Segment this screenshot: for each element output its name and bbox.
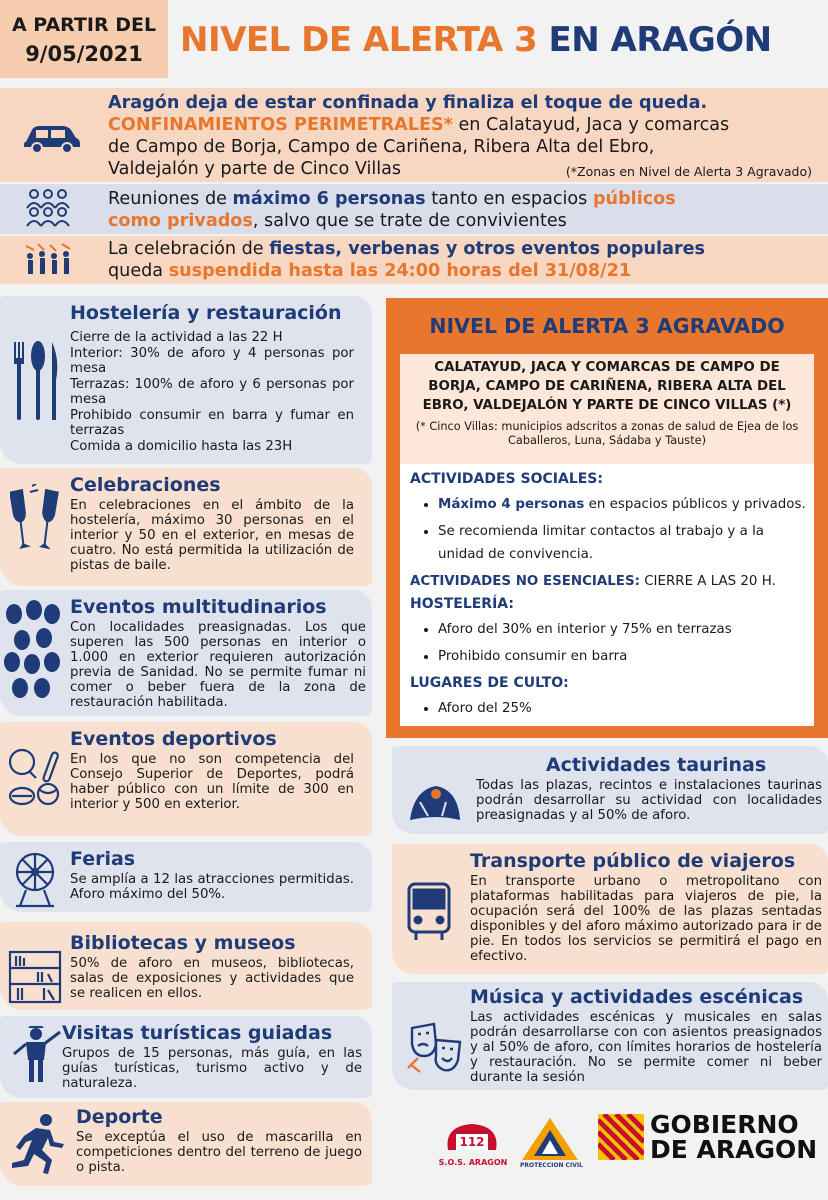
confinamiento-line1: Aragón deja de estar confinada y finaliza el toque de queda. xyxy=(108,93,708,113)
reuniones-p3: , salvo que se trate de convivientes xyxy=(252,211,567,231)
section-visitas-body: Grupos de 15 personas, más guía, en las guías turísticas, turismo activo y de naturaleza. xyxy=(62,1046,362,1091)
cutlery-icon xyxy=(12,340,62,424)
theater-masks-icon xyxy=(406,1018,466,1076)
confinamiento-line3: de Campo de Borja, Campo de Cariñena, Ribera Alta del Ebro, xyxy=(108,137,655,157)
hosteleria-line3: Terrazas: 100% de aforo y 6 personas por mesa xyxy=(70,376,354,407)
reuniones-p1: Reuniones de xyxy=(108,189,233,209)
section-eventos-multitudinarios-body: Con localidades preasignadas. Los que superen las 500 personas en interior o 1.000 en exterior requieren autorización previa de Sanidad. No se permite fumar ni comer o beber fuera de la zona de restauración habilitada. xyxy=(70,620,366,710)
section-hosteleria-title: Hostelería y restauración xyxy=(70,302,342,324)
pc-label: PROTECCION CIVIL xyxy=(520,1162,583,1169)
tour-guide-icon xyxy=(8,1024,64,1086)
date-box xyxy=(0,0,168,78)
section-eventos-deportivos xyxy=(70,728,354,812)
section-eventos-multitudinarios-title: Eventos multitudinarios xyxy=(70,596,327,618)
section-taurinas xyxy=(476,754,822,823)
confinamiento-line4: Valdejalón y parte de Cinco Villas xyxy=(108,159,402,179)
section-bibliotecas-title: Bibliotecas y museos xyxy=(70,932,296,954)
culto-item-1: • Aforo del 25% xyxy=(438,697,810,720)
section-celebraciones-body: En celebraciones en el ámbito de la hostelería, máximo 30 personas en el interior y 50 en el exterior, en mesas de cuatro. No está permitida la utilización de pistas de baile. xyxy=(70,498,354,573)
section-eventos-multitudinarios xyxy=(70,596,366,710)
date-line2: 9/05/2021 xyxy=(25,42,143,66)
reuniones-line1 xyxy=(108,188,824,210)
page-title-part2: EN ARAGÓN xyxy=(548,20,772,60)
section-bibliotecas-body: 50% de aforo en museos, bibliotecas, salas de exposiciones y actividades que se realicen en ellos. xyxy=(70,956,354,1001)
sos-aragon-logo xyxy=(438,1118,508,1170)
page-title xyxy=(180,20,820,60)
section-deporte-body: Se exceptúa el uso de mascarilla en competiciones dentro del terreno de juego o pista. xyxy=(76,1130,362,1175)
section-ferias-title: Ferias xyxy=(70,848,136,870)
section-transporte-body: En transporte urbano o metropolitano con plataformas habilitadas para viajeros de pie, la ocupación será del 100% de las plazas sentadas disponibles y del aforo máximo autorizado para ir de pie. En todos los servicios se permitirá el pago en efectivo. xyxy=(470,874,822,964)
fiestas-text xyxy=(108,238,824,282)
bullfighter-hat-icon xyxy=(406,780,464,826)
reuniones-p2: tanto en espacios xyxy=(425,189,593,209)
perimetral-label: CONFINAMIENTOS PERIMETRALES* xyxy=(108,115,453,135)
fiestas-line2 xyxy=(108,260,824,282)
section-transporte xyxy=(470,850,822,964)
runner-icon xyxy=(8,1112,70,1178)
sociales-item-1-rest: en espacios públicos y privados. xyxy=(584,497,806,512)
confinamiento-line2 xyxy=(108,114,824,136)
gob-line1: GOBIERNO xyxy=(650,1110,799,1139)
hosteleria-line4: Prohibido consumir en barra y fumar en terrazas xyxy=(70,407,354,438)
agravado-details xyxy=(410,464,810,724)
gobierno-aragon-logo-text xyxy=(650,1112,817,1162)
perimetral-rest: en Calatayud, Jaca y comarcas xyxy=(452,115,730,135)
agravado-title: NIVEL DE ALERTA 3 AGRAVADO xyxy=(429,314,785,338)
hosteleria-item-2: • Prohibido consumir en barra xyxy=(438,645,810,668)
reuniones-max: máximo 6 personas xyxy=(232,189,426,209)
hosteleria-line5: Comida a domicilio hasta las 23H xyxy=(70,438,293,454)
page-title-part1: NIVEL DE ALERTA 3 xyxy=(180,20,538,60)
hosteleria-line1: Cierre de la actividad a las 22 H xyxy=(70,330,283,345)
crowd-icon xyxy=(4,600,62,700)
fiestas-suspended: suspendida hasta las 24:00 horas del 31/08/21 xyxy=(168,261,632,281)
reuniones-text xyxy=(108,188,824,232)
agravado-zones: CALATAYUD, JACA Y COMARCAS DE CAMPO DE BORJA, CAMPO DE CARIÑENA, RIBERA ALTA DEL EBRO, VALDEJALÓN Y PARTE DE CINCO VILLAS (*) xyxy=(422,360,792,413)
noesenciales-text: CIERRE A LAS 20 H. xyxy=(639,574,776,589)
sociales-item-2: • Se recomienda limitar contactos al trabajo y a la unidad de convivencia. xyxy=(438,520,810,566)
section-musica-title: Música y actividades escénicas xyxy=(470,986,804,1008)
culto-list xyxy=(410,697,810,720)
section-ferias xyxy=(70,848,354,902)
culto-heading: LUGARES DE CULTO: xyxy=(410,675,569,691)
hosteleria-heading: HOSTELERÍA: xyxy=(410,596,514,612)
section-deporte xyxy=(76,1106,362,1175)
people-group-icon xyxy=(24,188,72,230)
agravado-box xyxy=(386,298,828,738)
car-icon xyxy=(22,120,82,154)
sociales-heading: ACTIVIDADES SOCIALES: xyxy=(410,471,603,487)
celebration-crowd-icon xyxy=(22,242,76,278)
confinamiento-line4-wrap xyxy=(108,158,824,180)
section-visitas xyxy=(62,1022,362,1091)
section-transporte-title: Transporte público de viajeros xyxy=(470,850,796,872)
champagne-glasses-icon xyxy=(10,484,60,556)
section-hosteleria xyxy=(70,302,354,454)
section-visitas-title: Visitas turísticas guiadas xyxy=(62,1022,333,1044)
date-line1: A PARTIR DEL xyxy=(11,14,157,36)
section-celebraciones-title: Celebraciones xyxy=(70,474,221,496)
section-celebraciones xyxy=(70,474,354,573)
noesenciales-heading: ACTIVIDADES NO ESENCIALES: xyxy=(410,574,640,589)
sports-balls-icon xyxy=(6,746,64,808)
bus-icon xyxy=(404,880,454,942)
section-eventos-deportivos-body: En los que no son competencia del Consejo Superior de Deportes, podrá haber público con un límite de 300 en interior y 500 en exterior. xyxy=(70,752,354,812)
hosteleria-list xyxy=(410,618,810,668)
gob-line2: DE ARAGON xyxy=(650,1135,818,1164)
section-bibliotecas xyxy=(70,932,354,1001)
fiestas-line1 xyxy=(108,238,824,260)
agravado-zones-box xyxy=(400,354,814,464)
reuniones-publicos: públicos xyxy=(592,189,676,209)
section-musica xyxy=(470,986,822,1085)
ferris-wheel-icon xyxy=(12,850,58,908)
sociales-list xyxy=(410,493,810,566)
section-taurinas-title: Actividades taurinas xyxy=(545,754,767,776)
section-eventos-deportivos-title: Eventos deportivos xyxy=(70,728,277,750)
section-ferias-body: Se amplía a 12 las atracciones permitidas. Aforo máximo del 50%. xyxy=(70,872,354,902)
zonas-note: (*Zonas en Nivel de Alerta 3 Agravado) xyxy=(565,164,812,179)
fiestas-p2: queda xyxy=(108,261,169,281)
sos-number: 112 xyxy=(459,1135,485,1149)
sociales-item-1 xyxy=(438,493,810,516)
fiestas-events: fiestas, verbenas y otros eventos populares xyxy=(269,239,706,259)
reuniones-line2 xyxy=(108,210,824,232)
agravado-panel xyxy=(400,354,814,726)
section-taurinas-body: Todas las plazas, recintos e instalaciones taurinas podrán desarrollar su actividad con localidades preasignadas y al 50% de aforo. xyxy=(476,778,822,823)
sos-label: S.O.S. ARAGON xyxy=(438,1158,508,1167)
hosteleria-line2: Interior: 30% de aforo y 4 personas por mesa xyxy=(70,345,354,376)
hosteleria-item-1: • Aforo del 30% en interior y 75% en terrazas xyxy=(438,618,810,641)
confinamiento-text xyxy=(108,92,824,180)
section-hosteleria-body xyxy=(70,330,354,454)
section-deporte-title: Deporte xyxy=(76,1106,163,1128)
fiestas-p1: La celebración de xyxy=(108,239,270,259)
proteccion-civil-logo xyxy=(520,1116,583,1172)
aragon-flag-logo xyxy=(598,1114,644,1160)
sociales-item-1-bold: Máximo 4 personas xyxy=(438,497,585,512)
section-musica-body: Las actividades escénicas y musicales en salas podrán desarrollarse con con asientos preasignados y al 50% de aforo, con límites horarios de hostelería y restauración. No se permite comer ni beber durante la sesión xyxy=(470,1010,822,1085)
bookshelf-icon xyxy=(8,950,62,1004)
noesenciales-line xyxy=(410,570,810,593)
reuniones-privados: como privados xyxy=(108,211,253,231)
agravado-note: (* Cinco Villas: municipios adscritos a zonas de salud de Ejea de los Caballeros, Luna, Sádaba y Tauste) xyxy=(415,420,799,447)
